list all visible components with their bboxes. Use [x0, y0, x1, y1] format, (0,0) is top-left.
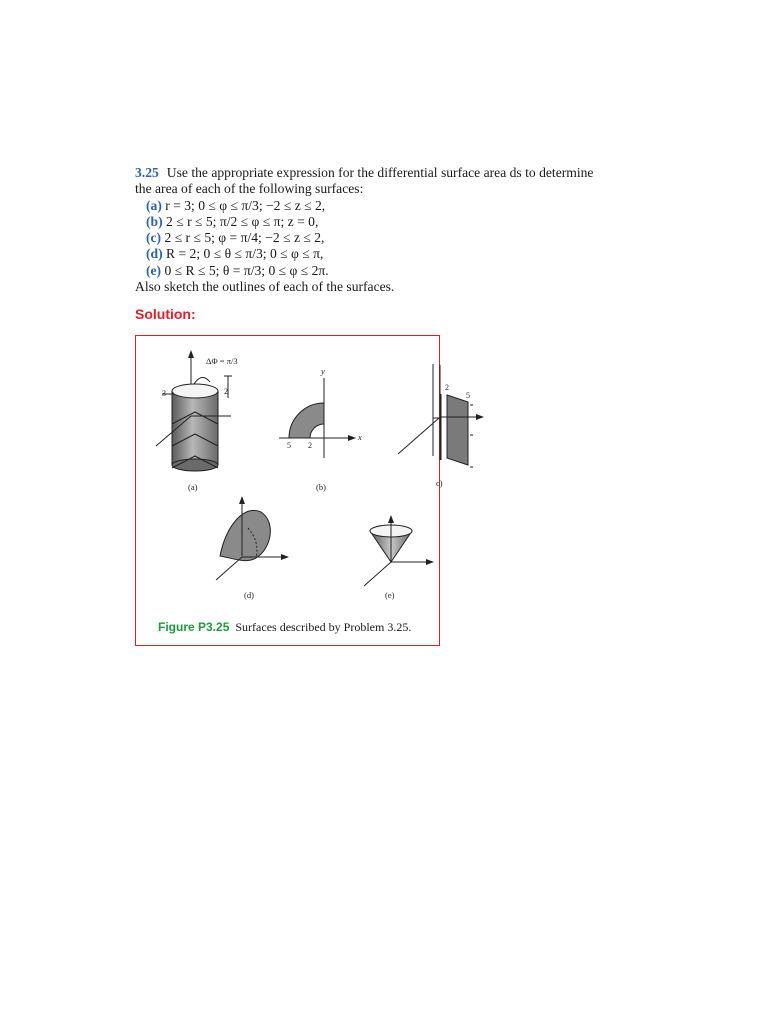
- d-z-arrowhead: [239, 496, 245, 504]
- d-x-axis: [216, 557, 242, 580]
- b-y-label: y: [321, 366, 325, 376]
- b-annulus-sector: [289, 403, 324, 438]
- a-cylinder-bottom: [172, 459, 218, 471]
- figure-box: [135, 335, 443, 646]
- figure-e-cone: [364, 515, 434, 586]
- figure-e-label: (e): [385, 590, 395, 600]
- figure-a-label: (a): [188, 482, 198, 492]
- part-d-label: (d): [146, 246, 163, 262]
- figure-d-label: (d): [244, 590, 254, 600]
- b-tick-2: 2: [308, 441, 312, 450]
- d-y-arrowhead: [281, 554, 289, 560]
- part-c-text: 2 ≤ r ≤ 5; φ = π/4; −2 ≤ z ≤ 2,: [164, 230, 325, 246]
- figure-caption-number: Figure P3.25: [158, 620, 230, 634]
- d-surface: [220, 510, 270, 560]
- a-angle-arc: [194, 377, 210, 384]
- part-d: [135, 246, 615, 262]
- part-e-text: 0 ≤ R ≤ 5; θ = π/3; 0 ≤ φ ≤ 2π.: [164, 262, 329, 278]
- figure-caption-text: Surfaces described by Problem 3.25.: [235, 620, 412, 634]
- c-tick-5: 5: [466, 391, 470, 400]
- figure-c-outside: [440, 360, 490, 500]
- a-cylinder-top: [172, 384, 218, 398]
- part-a-text: r = 3; 0 ≤ φ ≤ π/3; −2 ≤ z ≤ 2,: [165, 197, 326, 213]
- problem-statement: [135, 165, 615, 295]
- figure-c-label: c): [436, 478, 443, 488]
- part-b-text: 2 ≤ r ≤ 5; π/2 ≤ φ ≤ π; z = 0,: [166, 213, 319, 229]
- part-b: [135, 214, 615, 230]
- e-y-arrowhead: [426, 559, 434, 565]
- e-z-arrowhead: [388, 515, 394, 523]
- figure-b-label: (b): [316, 482, 326, 492]
- c-tick-2: 2: [445, 383, 449, 392]
- a-delta-phi-label: ΔΦ = π/3: [206, 356, 238, 366]
- part-e-label: (e): [146, 262, 162, 278]
- problem-number: 3.25: [135, 165, 159, 180]
- b-x-label: x: [358, 432, 362, 442]
- figure-caption: [158, 620, 411, 635]
- part-c-label: (c): [146, 230, 162, 246]
- solution-heading: Solution:: [135, 306, 196, 322]
- part-a-label: (a): [146, 197, 162, 213]
- problem-intro-line1: Use the appropriate expression for the differential surface area ds to determine: [166, 165, 594, 180]
- c-panel-surface: [447, 395, 468, 465]
- e-x-axis: [364, 562, 391, 586]
- a-cylinder-body: [172, 391, 218, 465]
- c-y-arrowhead: [476, 414, 484, 420]
- problem-intro: [135, 165, 615, 181]
- part-d-text: R = 2; 0 ≤ θ ≤ π/3; 0 ≤ φ ≤ π,: [166, 246, 324, 262]
- part-e: [135, 263, 615, 279]
- figure-d-sphere-patch: [216, 496, 289, 580]
- a-radius-label: 3: [162, 389, 166, 398]
- part-b-label: (b): [146, 213, 163, 229]
- problem-intro-line2: the area of each of the following surfaces:: [135, 181, 364, 197]
- figure-a-cylinder: [156, 350, 232, 471]
- problem-closing: Also sketch the outlines of each of the surfaces.: [135, 279, 395, 295]
- a-z-arrowhead: [188, 350, 194, 358]
- part-c: [135, 230, 615, 246]
- a-height-label: 2: [224, 387, 228, 396]
- b-tick-5: 5: [287, 441, 291, 450]
- part-a: [135, 198, 615, 214]
- b-x-arrowhead: [348, 435, 356, 441]
- figure-c-panel: [398, 364, 441, 460]
- figure-illustration: [136, 336, 441, 647]
